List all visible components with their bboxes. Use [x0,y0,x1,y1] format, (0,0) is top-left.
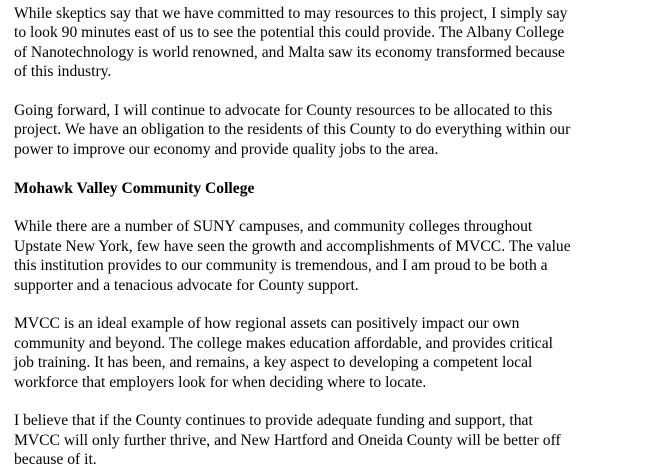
text-line: MVCC is an ideal example of how regional assets can positively impact our own [14,315,520,333]
text-line: to look 90 minutes east of us to see the potential this could provide. The Albany College [14,24,565,42]
text-line: Going forward, I will continue to advocate for County resources to be allocated to this [14,102,553,120]
text-line: power to improve our economy and provide quality jobs to the area. [14,140,439,158]
text-line: project. We have an obligation to the residents of this County to do everything within our [14,121,571,139]
paragraph-mvcc-example [14,314,642,392]
paragraph-mvcc-funding [14,411,642,469]
text-line: job training. It has been, and remains, a key aspect to developing a competent local [14,354,533,372]
text-line: Upstate New York, few have seen the growth and accomplishments of MVCC. The value [14,237,571,255]
text-line: I believe that if the County continues to provide adequate funding and support, that [14,412,533,430]
text-line: community and beyond. The college makes education affordable, and provides critical [14,334,553,352]
text-line: While skeptics say that we have committed to may resources to this project, I simply say [14,5,568,22]
paragraph-mvcc-intro [14,217,642,295]
paragraph-advocacy [14,101,642,159]
text-line: MVCC will only further thrive, and New Hartford and Oneida County will be better off [14,431,561,449]
text-line: of this industry. [14,63,112,81]
text-line: this institution provides to our community is tremendous, and I am proud to be both a [14,257,548,275]
section-heading-mvcc: Mohawk Valley Community College [14,179,255,197]
text-line: supporter and a tenacious advocate for County support. [14,276,359,294]
paragraph-nanotech-investment [14,4,642,82]
text-line: because of it. [14,451,97,469]
text-line: While there are a number of SUNY campuses, and community colleges throughout [14,218,533,236]
text-line: of Nanotechnology is world renowned, and Malta saw its economy transformed because [14,43,565,61]
text-line: workforce that employers look for when deciding where to locate. [14,373,427,391]
